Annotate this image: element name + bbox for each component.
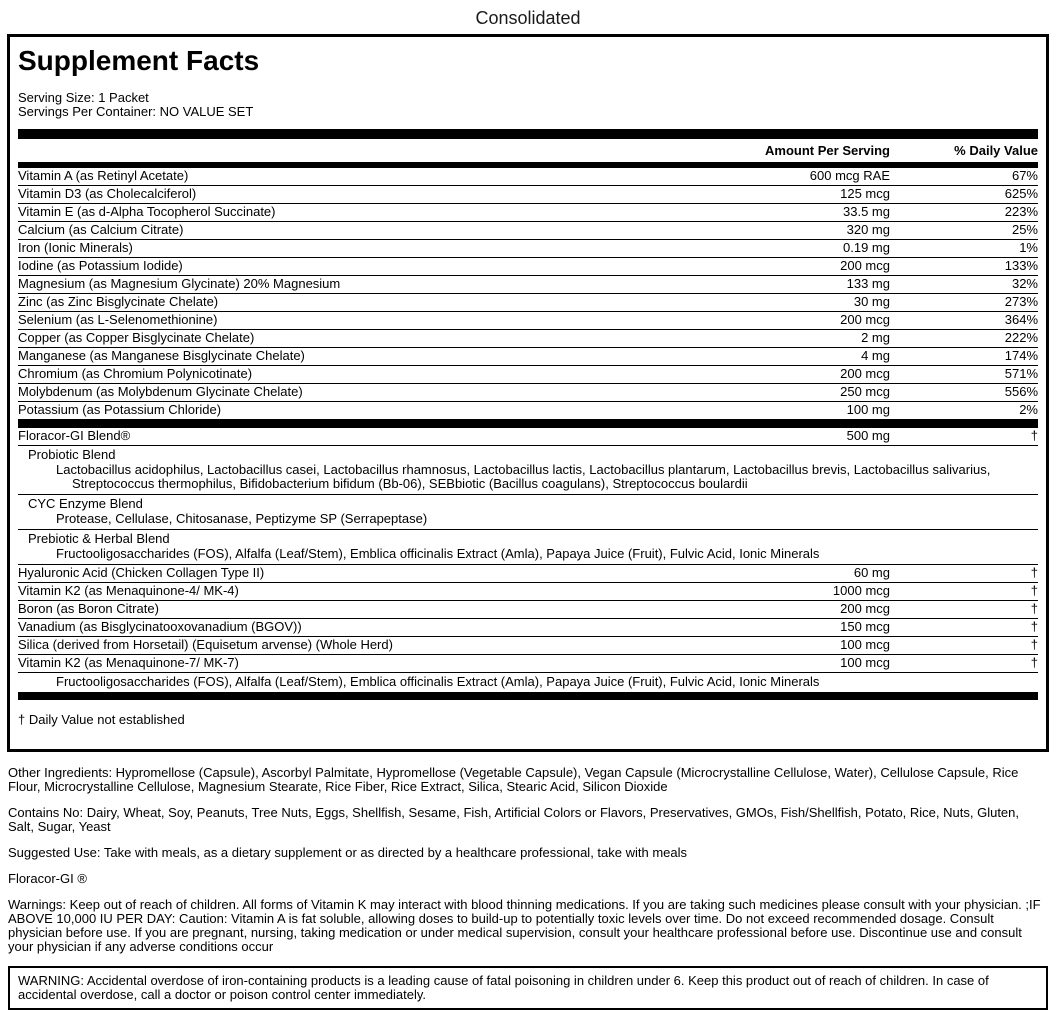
nutrient-dv: 625% bbox=[1004, 186, 1038, 201]
nutrient-amount: 200 mcg bbox=[840, 366, 890, 381]
table-row bbox=[18, 276, 1038, 294]
divider-bar-top bbox=[18, 129, 1038, 139]
table-row bbox=[18, 384, 1038, 402]
nutrient-dv: 2% bbox=[1019, 402, 1038, 417]
blend-group-items: Lactobacillus acidophilus, Lactobacillus casei, Lactobacillus rhamnosus, Lactobacillus lactis, Lactobacillus plantarum, Lactobacillus brevis, Lactobacillus salivarius, Streptococcus thermophilus, Bifidobacterium bifidum (Bb-06), SEBbiotic (Bacillus coagulans), Streptococcus boulardii bbox=[56, 462, 991, 491]
blend-group bbox=[18, 495, 1038, 530]
divider-bar-bottom bbox=[18, 692, 1038, 700]
blend-group-label: CYC Enzyme Blend bbox=[28, 496, 143, 511]
nutrient-dv: 273% bbox=[1004, 294, 1038, 309]
nutrient-amount: 125 mcg bbox=[840, 186, 890, 201]
nutrient-amount: 100 mcg bbox=[840, 637, 890, 652]
table-row bbox=[18, 240, 1038, 258]
contains-no-text: Contains No: Dairy, Wheat, Soy, Peanuts, Tree Nuts, Eggs, Shellfish, Sesame, Fish, Artificial Colors or Flavors, Preservatives, GMOs, Fish/Shellfish, Potato, Rice, Nuts, Gluten, Salt, Sugar, Yeast bbox=[8, 805, 1020, 834]
nutrient-dv: † bbox=[1030, 565, 1038, 580]
column-header-daily-value: % Daily Value bbox=[954, 143, 1038, 158]
nutrient-dv: 571% bbox=[1004, 366, 1038, 381]
nutrient-amount: 100 mg bbox=[846, 402, 890, 417]
nutrient-amount: 100 mcg bbox=[840, 655, 890, 670]
table-row bbox=[18, 330, 1038, 348]
serving-size: Serving Size: 1 Packet bbox=[18, 90, 149, 105]
table-row bbox=[18, 619, 1038, 637]
table-row bbox=[18, 312, 1038, 330]
nutrient-dv: 223% bbox=[1004, 204, 1038, 219]
nutrient-amount: 30 mg bbox=[853, 294, 890, 309]
panel-title: Supplement Facts bbox=[18, 45, 260, 76]
nutrient-amount: 200 mcg bbox=[840, 601, 890, 616]
nutrient-name: Vanadium (as Bisglycinatooxovanadium (BGOV)) bbox=[18, 619, 302, 634]
table-row bbox=[18, 565, 1038, 583]
blend-group-label: Prebiotic & Herbal Blend bbox=[28, 531, 170, 546]
table-row bbox=[18, 348, 1038, 366]
nutrient-dv: † bbox=[1030, 655, 1038, 670]
nutrient-name: Manganese (as Manganese Bisglycinate Chelate) bbox=[18, 348, 305, 363]
nutrient-name: Potassium (as Potassium Chloride) bbox=[18, 402, 222, 417]
nutrient-amount: 320 mg bbox=[846, 222, 890, 237]
iron-warning-text: WARNING: Accidental overdose of iron-containing products is a leading cause of fatal poisoning in children under 6. Keep this product out of reach of children. In case of accidental overdose, call a doctor or poison control center immediately. bbox=[18, 973, 989, 1002]
blend-name: Floracor-GI Blend® bbox=[18, 428, 131, 443]
nutrient-amount: 60 mg bbox=[853, 565, 890, 580]
nutrient-dv: † bbox=[1030, 583, 1038, 598]
table-row bbox=[18, 258, 1038, 276]
nutrient-amount: 33.5 mg bbox=[843, 204, 890, 219]
table-row bbox=[18, 204, 1038, 222]
nutrient-name: Vitamin E (as d-Alpha Tocopherol Succinate) bbox=[18, 204, 276, 219]
nutrient-name: Chromium (as Chromium Polynicotinate) bbox=[18, 366, 253, 381]
product-name-text: Floracor-GI ® bbox=[8, 871, 87, 886]
servings-per-container: Servings Per Container: NO VALUE SET bbox=[18, 104, 254, 119]
nutrient-name: Silica (derived from Horsetail) (Equisetum arvense) (Whole Herd) bbox=[18, 637, 393, 652]
nutrient-name: Iron (Ionic Minerals) bbox=[18, 240, 133, 255]
nutrient-amount: 133 mg bbox=[846, 276, 890, 291]
nutrient-name: Vitamin K2 (as Menaquinone-7/ MK-7) bbox=[18, 655, 239, 670]
nutrient-amount: 2 mg bbox=[861, 330, 890, 345]
blend-group-items: Protease, Cellulase, Chitosanase, Peptizyme SP (Serrapeptase) bbox=[56, 511, 428, 526]
nutrient-dv: † bbox=[1030, 601, 1038, 616]
table-row bbox=[18, 222, 1038, 240]
nutrient-amount: 0.19 mg bbox=[843, 240, 890, 255]
header-spacer bbox=[18, 144, 720, 158]
nutrient-name: Vitamin A (as Retinyl Acetate) bbox=[18, 168, 189, 183]
nutrient-name: Copper (as Copper Bisglycinate Chelate) bbox=[18, 330, 255, 345]
blend-dv: † bbox=[1030, 428, 1038, 443]
nutrient-dv: 364% bbox=[1004, 312, 1038, 327]
divider-bar-blend bbox=[18, 420, 1038, 428]
nutrient-dv: 556% bbox=[1004, 384, 1038, 399]
table-row bbox=[18, 601, 1038, 619]
nutrient-amount: 150 mcg bbox=[840, 619, 890, 634]
nutrient-amount: 1000 mcg bbox=[832, 583, 890, 598]
nutrient-name: Selenium (as L-Selenomethionine) bbox=[18, 312, 218, 327]
table-row bbox=[18, 186, 1038, 204]
nutrient-name: Zinc (as Zinc Bisglycinate Chelate) bbox=[18, 294, 219, 309]
nutrient-name: Vitamin D3 (as Cholecalciferol) bbox=[18, 186, 197, 201]
column-header-amount: Amount Per Serving bbox=[765, 143, 890, 158]
nutrient-name: Boron (as Boron Citrate) bbox=[18, 601, 159, 616]
nutrient-name: Hyaluronic Acid (Chicken Collagen Type II) bbox=[18, 565, 265, 580]
nutrient-amount: 200 mcg bbox=[840, 258, 890, 273]
nutrient-name: Molybdenum (as Molybdenum Glycinate Chelate) bbox=[18, 384, 303, 399]
nutrient-name: Calcium (as Calcium Citrate) bbox=[18, 222, 184, 237]
blend-group bbox=[18, 446, 1038, 495]
supplement-facts-panel bbox=[7, 34, 1049, 752]
iron-warning-box bbox=[8, 966, 1048, 1010]
nutrient-dv: 222% bbox=[1004, 330, 1038, 345]
label-footer bbox=[8, 766, 1048, 954]
nutrient-dv: 1% bbox=[1019, 240, 1038, 255]
nutrient-amount: 200 mcg bbox=[840, 312, 890, 327]
nutrient-dv: 174% bbox=[1004, 348, 1038, 363]
nutrient-name: Magnesium (as Magnesium Glycinate) 20% Magnesium bbox=[18, 276, 341, 291]
nutrient-dv: 133% bbox=[1004, 258, 1038, 273]
suggested-use-text: Suggested Use: Take with meals, as a dietary supplement or as directed by a healthcare professional, take with meals bbox=[8, 845, 688, 860]
nutrient-dv: 25% bbox=[1011, 222, 1038, 237]
nutrient-amount: 4 mg bbox=[861, 348, 890, 363]
table-row bbox=[18, 294, 1038, 312]
table-row bbox=[18, 168, 1038, 186]
table-row bbox=[18, 402, 1038, 420]
blend-group bbox=[18, 530, 1038, 565]
nutrient-dv: † bbox=[1030, 619, 1038, 634]
nutrient-name: Iodine (as Potassium Iodide) bbox=[18, 258, 183, 273]
table-row bbox=[18, 637, 1038, 655]
nutrient-name: Vitamin K2 (as Menaquinone-4/ MK-4) bbox=[18, 583, 239, 598]
nutrient-amount: 250 mcg bbox=[840, 384, 890, 399]
nutrient-dv: 67% bbox=[1011, 168, 1038, 183]
page-title: Consolidated bbox=[475, 8, 581, 28]
table-header-row bbox=[18, 139, 1038, 162]
warnings-text: Warnings: Keep out of reach of children. All forms of Vitamin K may interact with blood thinning medications. If you are taking such medicines please consult with your physician. ;IF ABOVE 10,000 IU PER DAY: Caution: Vitamin A is fat soluble, allowing doses to build-up to potentially toxic levels over time. Do not exceed recommended dosage. Consult physician before use. If you are pregnant, nursing, taking medication or under medical supervision, consult your healthcare professional before use. Discontinue use and consult your physician if any adverse conditions occur bbox=[8, 897, 1041, 954]
nutrient-dv: † bbox=[1030, 637, 1038, 652]
nutrient-amount: 600 mcg RAE bbox=[809, 168, 890, 183]
trailing-ingredient-note: Fructooligosaccharides (FOS), Alfalfa (Leaf/Stem), Emblica officinalis Extract (Amla), Papaya Juice (Fruit), Fulvic Acid, Ionic Minerals bbox=[56, 674, 820, 689]
daily-value-footnote: † Daily Value not established bbox=[18, 712, 185, 727]
blend-row bbox=[18, 428, 1038, 446]
blend-amount: 500 mg bbox=[846, 428, 890, 443]
table-row bbox=[18, 366, 1038, 384]
table-row bbox=[18, 655, 1038, 673]
nutrient-dv: 32% bbox=[1011, 276, 1038, 291]
blend-group-items: Fructooligosaccharides (FOS), Alfalfa (Leaf/Stem), Emblica officinalis Extract (Amla), Papaya Juice (Fruit), Fulvic Acid, Ionic Minerals bbox=[56, 546, 820, 561]
other-ingredients-text: Other Ingredients: Hypromellose (Capsule), Ascorbyl Palmitate, Hypromellose (Vegetable Capsule), Vegan Capsule (Microcrystalline Cellulose, Water), Cellulose Capsule, Rice Flour, Microcrystalline Cellulose, Magnesium Stearate, Rice Fiber, Rice Extract, Silica, Stearic Acid, Silicon Dioxide bbox=[8, 765, 1019, 794]
blend-group-label: Probiotic Blend bbox=[28, 447, 116, 462]
table-row bbox=[18, 583, 1038, 601]
